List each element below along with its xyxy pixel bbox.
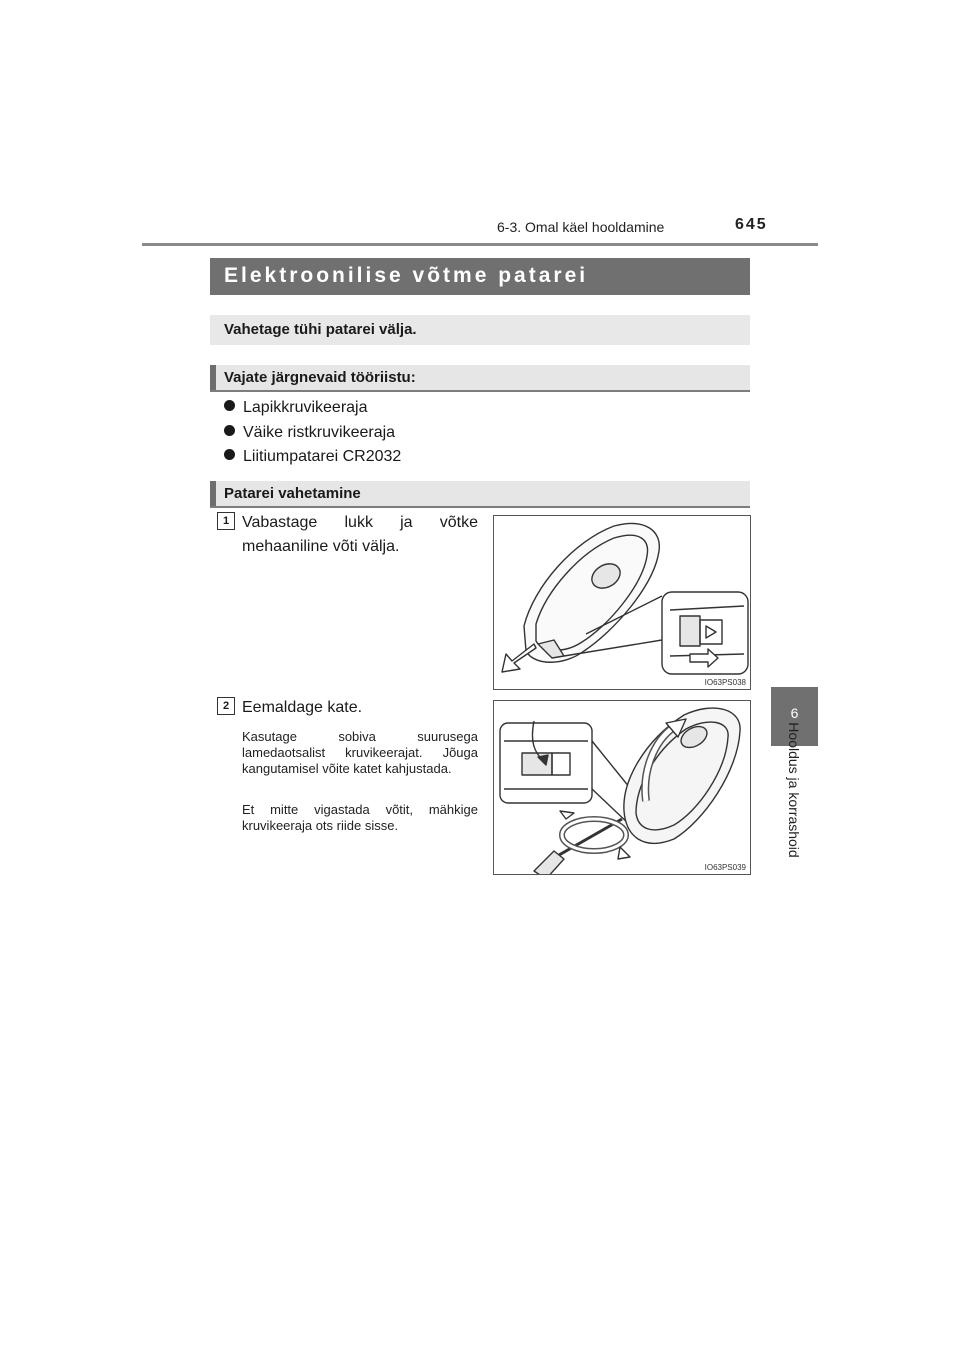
cover-removal-illustration (494, 701, 750, 874)
section-title: 6-3. Omal käel hooldamine (497, 219, 665, 235)
header-divider (142, 243, 818, 246)
page-number: 645 (735, 216, 768, 233)
heading-accent (210, 481, 216, 506)
page-title: Elektroonilise võtme patarei (224, 264, 589, 287)
bullet-icon (224, 400, 235, 411)
intro-box (210, 315, 750, 345)
bullet-icon (224, 425, 235, 436)
figure-remove-cover (493, 700, 751, 875)
page-title-bar (210, 258, 750, 295)
figure-code: IO63PS038 (704, 678, 746, 687)
step-number-2: 2 (217, 697, 235, 715)
list-item: Väike ristkruvikeeraja (224, 424, 395, 442)
chapter-number: 6 (790, 705, 799, 721)
step-2-note-2: Et mitte vigastada võtit, mähkige kruvikeeraja ots riide sisse. (242, 802, 478, 833)
replacement-heading-bar (210, 481, 750, 508)
tools-heading: Vajate järgnevaid tööriistu: (224, 369, 416, 386)
step-1-text: Vabastage lukk ja võtke mehaaniline võti välja. (242, 514, 478, 555)
replacement-heading: Patarei vahetamine (224, 485, 361, 502)
heading-accent (210, 365, 216, 390)
chapter-label: Hooldus ja korrashoid (786, 722, 802, 858)
step-2-text: Eemaldage kate. (242, 699, 363, 716)
figure-key-release (493, 515, 751, 690)
tools-heading-bar (210, 365, 750, 392)
step-2-note-1: Kasutage sobiva suurusega lamedaotsalist kruvikeerajat. Jõuga kangutamisel võite katet kahjustada. (242, 729, 478, 776)
list-item: Liitiumpatarei CR2032 (224, 448, 401, 466)
key-fob-illustration (494, 516, 750, 689)
intro-text: Vahetage tühi patarei välja. (224, 321, 417, 338)
list-item: Lapikkruvikeeraja (224, 399, 368, 417)
step-number-1: 1 (217, 512, 235, 530)
figure-code: IO63PS039 (704, 863, 746, 872)
bullet-icon (224, 449, 235, 460)
